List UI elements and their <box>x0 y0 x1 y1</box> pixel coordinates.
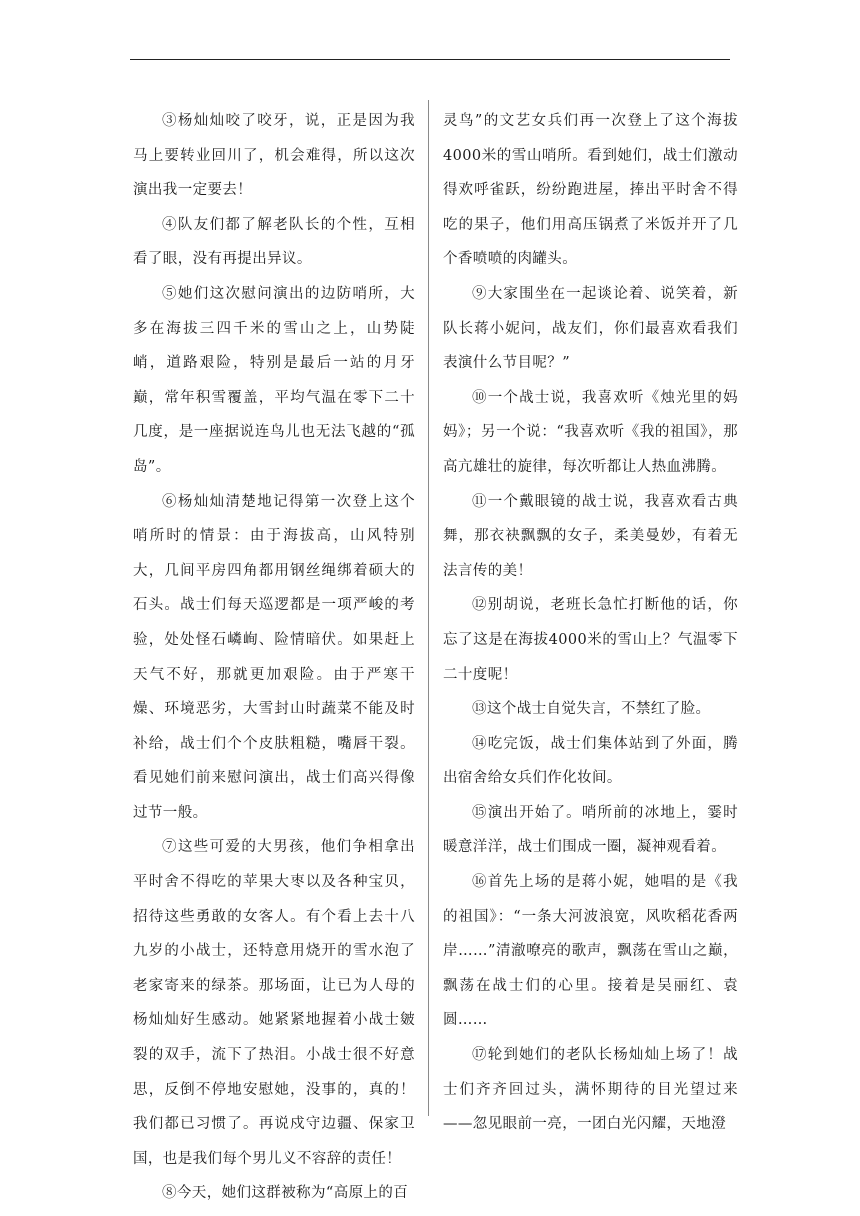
paragraph-5: ⑤她们这次慰问演出的边防哨所，大多在海拔三四千米的雪山之上，山势陡峭，道路艰险，特别是最后一站的月牙巅，常年积雪覆盖，平均气温在零下二十几度，是一座据说连鸟儿也无法飞越的“孤岛”。 <box>133 285 415 475</box>
paragraph-9: ⑨大家围坐在一起谈论着、说笑着，新队长蒋小妮问，战友们，你们最喜欢看我们表演什么节目呢？” <box>443 285 738 372</box>
right-column <box>443 104 738 1142</box>
column-divider <box>428 100 429 1116</box>
paragraph-11: ⑪一个戴眼镜的战士说，我喜欢看古典舞，那衣袂飘飘的女子，柔美曼妙，有着无法言传的美！ <box>443 493 738 579</box>
paragraph-3: ③杨灿灿咬了咬牙，说，正是因为我马上要转业回川了，机会难得，所以这次演出我一定要去！ <box>133 113 415 199</box>
paragraph-15: ⑮演出开始了。哨所前的冰地上，霎时暖意洋洋，战士们围成一圈，凝神观看着。 <box>443 804 738 856</box>
paragraph-8-continued: 灵鸟”的文艺女兵们再一次登上了这个海拔4000米的雪山哨所。看到她们，战士们激动得欢呼雀跃，纷纷跑进屋，捧出平时舍不得吃的果子，他们用高压锅煮了米饭并开了几个香喷喷的肉罐头。 <box>443 113 738 268</box>
paragraph-10: ⑩一个战士说，我喜欢听《烛光里的妈妈》；另一个说：“我喜欢听《我的祖国》，那高亢雄壮的旋律，每次听都让人热血沸腾。 <box>443 389 738 475</box>
paragraph-16: ⑯首先上场的是蒋小妮，她唱的是《我的祖国》：“一条大河波浪宽，风吹稻花香两岸……”清澈嘹亮的歌声，飘荡在雪山之巅，飘荡在战士们的心里。接着是吴丽红、袁圆…… <box>443 874 738 1029</box>
paragraph-13: ⑬这个战士自觉失言，不禁红了脸。 <box>472 701 711 718</box>
paragraph-14: ⑭吃完饭，战士们集体站到了外面，腾出宿舍给女兵们作化妆间。 <box>443 735 738 787</box>
left-column <box>133 104 415 1211</box>
paragraph-6: ⑥杨灿灿清楚地记得第一次登上这个哨所时的情景：由于海拔高，山风特别大，几间平房四角都用钢丝绳绑着硕大的石头。战士们每天巡逻都是一项严峻的考验，处处怪石嶙峋、险情暗伏。如果赶上天气不好，那就更加艰险。由于严寒干燥、环境恶劣，大雪封山时蔬菜不能及时补给，战士们个个皮肤粗糙，嘴唇干裂。看见她们前来慰问演出，战士们高兴得像过节一般。 <box>133 493 415 821</box>
paragraph-7: ⑦这些可爱的大男孩，他们争相拿出平时舍不得吃的苹果大枣以及各种宝贝，招待这些勇敢的女客人。有个看上去十八九岁的小战士，还特意用烧开的雪水泡了老家寄来的绿茶。那场面，让已为人母的杨灿灿好生感动。她紧紧地握着小战士皴裂的双手，流下了热泪。小战士很不好意思，反倒不停地安慰她，没事的，真的！我们都已习惯了。再说戍守边疆、保家卫国，也是我们每个男儿义不容辞的责任！ <box>133 839 415 1167</box>
paragraph-12: ⑫别胡说，老班长急忙打断他的话，你忘了这是在海拔4000米的雪山上？气温零下二十度呢！ <box>443 597 738 683</box>
header-rule <box>130 59 730 60</box>
paragraph-8-start: ⑧今天，她们这群被称为“高原上的百 <box>162 1185 409 1202</box>
paragraph-4: ④队友们都了解老队长的个性，互相看了眼，没有再提出异议。 <box>133 216 415 268</box>
paragraph-17: ⑰轮到她们的老队长杨灿灿上场了！战士们齐齐回过头，满怀期待的目光望过来——忽见眼前一亮，一团白光闪耀，天地澄 <box>443 1047 738 1133</box>
